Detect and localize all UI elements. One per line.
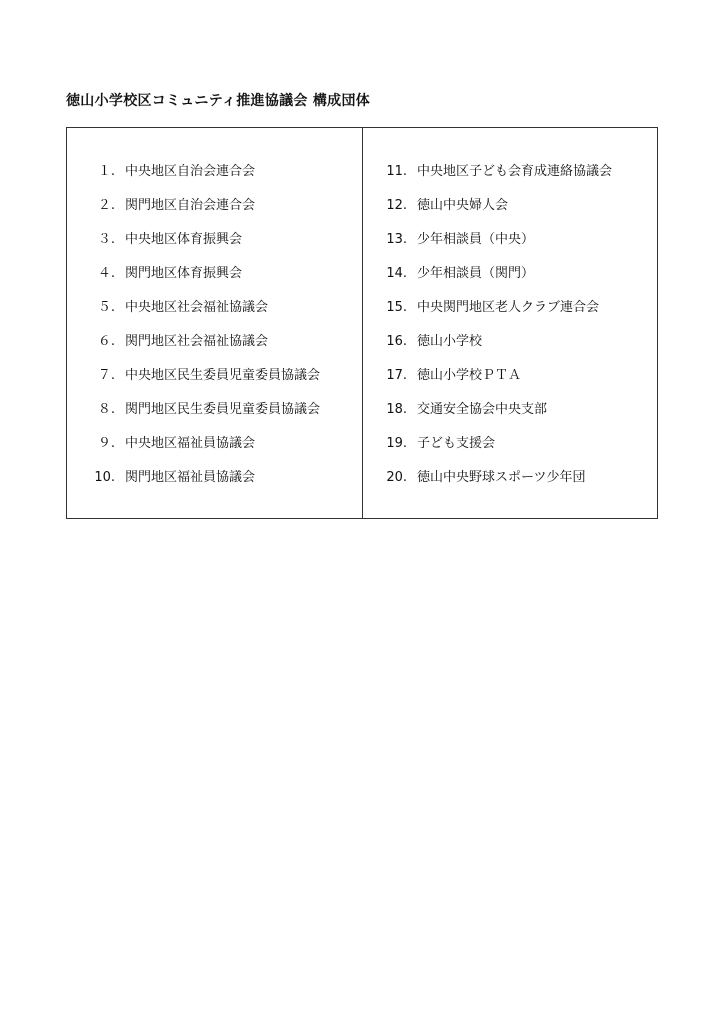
item-number: ２. [97,198,115,213]
item-number: 15. [386,300,407,315]
organization-name: 交通安全協会中央支部 [417,402,548,417]
list-item [363,196,657,230]
list-item [67,230,362,264]
organization-name: 中央地区自治会連合会 [125,164,256,179]
organization-name: 中央地区体育振興会 [125,232,243,247]
list-item [363,162,657,196]
item-number: 12. [386,198,407,213]
organization-name: 関門地区民生委員児童委員協議会 [125,402,321,417]
organization-name: 関門地区社会福祉協議会 [125,334,269,349]
item-number: ６. [97,334,115,349]
list-item [67,468,362,502]
item-number: 19. [386,436,407,451]
item-number: 10. [94,470,115,485]
right-column [363,128,657,518]
item-number: 13. [386,232,407,247]
item-number: ８. [97,402,115,417]
list-item [67,264,362,298]
organization-name: 関門地区福祉員協議会 [125,470,256,485]
page-title: 徳山小学校区コミュニティ推進協議会 構成団体 [66,93,371,109]
organization-name: 中央関門地区老人クラブ連合会 [417,300,600,315]
organization-name: 徳山中央野球スポーツ少年団 [417,470,586,485]
list-item [363,332,657,366]
item-number: ５. [97,300,115,315]
right-organization-list [363,162,657,502]
organization-name: 中央地区子ども会育成連絡協議会 [417,164,613,179]
organization-name: 中央地区福祉員協議会 [125,436,256,451]
item-number: 14. [386,266,407,281]
list-item [67,366,362,400]
organization-name: 中央地区社会福祉協議会 [125,300,269,315]
item-number: ７. [97,368,115,383]
list-item [363,400,657,434]
organization-name: 関門地区自治会連合会 [125,198,256,213]
item-number: １. [97,164,115,179]
list-item [363,230,657,264]
item-number: ４. [97,266,115,281]
organization-name: 中央地区民生委員児童委員協議会 [125,368,321,383]
item-number: 11. [386,164,407,179]
organization-name: 関門地区体育振興会 [125,266,243,281]
organization-name: 少年相談員（関門） [417,266,535,281]
list-item [67,162,362,196]
item-number: 18. [386,402,407,417]
organization-name: 子ども支援会 [417,436,496,451]
organization-name: 徳山小学校ＰＴＡ [417,368,522,383]
list-item [363,434,657,468]
list-item [363,298,657,332]
item-number: 17. [386,368,407,383]
list-item [363,468,657,502]
list-item [67,332,362,366]
list-item [67,400,362,434]
organization-name: 少年相談員（中央） [417,232,535,247]
item-number: ９. [97,436,115,451]
item-number: ３. [97,232,115,247]
list-item [67,196,362,230]
item-number: 20. [386,470,407,485]
member-organizations-table [66,127,658,519]
list-item [67,298,362,332]
organization-name: 徳山小学校 [417,334,483,349]
organization-name: 徳山中央婦人会 [417,198,509,213]
item-number: 16. [386,334,407,349]
left-organization-list [67,162,362,502]
list-item [363,366,657,400]
list-item [363,264,657,298]
left-column [67,128,363,518]
list-item [67,434,362,468]
